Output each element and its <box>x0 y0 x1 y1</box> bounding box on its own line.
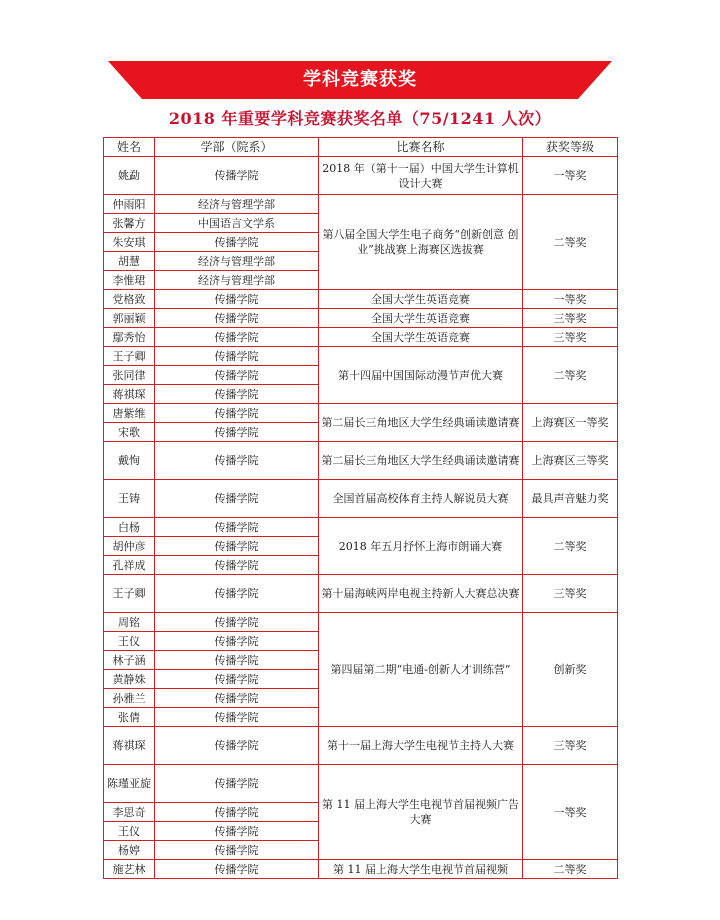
cell-competition: 第四届第二期“电通-创新人才训练营” <box>319 613 523 727</box>
cell-name: 鄢秀怡 <box>104 328 155 347</box>
table-row <box>104 518 618 537</box>
cell-name: 李思奇 <box>104 803 155 822</box>
cell-award: 二等奖 <box>523 518 618 575</box>
cell-name: 杨婷 <box>104 841 155 860</box>
cell-name: 胡慧 <box>104 252 155 271</box>
cell-dept: 传播学院 <box>155 385 319 404</box>
cell-dept: 传播学院 <box>155 366 319 385</box>
cell-name: 王子卿 <box>104 575 155 613</box>
table-row <box>104 347 618 366</box>
cell-name: 黄静姝 <box>104 670 155 689</box>
cell-competition: 第二届长三角地区大学生经典诵读邀请赛 <box>319 404 523 442</box>
cell-name: 张馨方 <box>104 214 155 233</box>
header-competition: 比赛名称 <box>319 138 523 157</box>
cell-dept: 传播学院 <box>155 157 319 195</box>
table-row <box>104 860 618 879</box>
table-row <box>104 765 618 803</box>
cell-competition: 第八届全国大学生电子商务“创新创意 创业”挑战赛上海赛区选拔赛 <box>319 195 523 290</box>
cell-name: 王仪 <box>104 822 155 841</box>
cell-name: 周铭 <box>104 613 155 632</box>
cell-name: 蒋祺琛 <box>104 385 155 404</box>
cell-dept: 经济与管理学部 <box>155 252 319 271</box>
cell-name: 党格致 <box>104 290 155 309</box>
header-dept: 学部（院系） <box>155 138 319 157</box>
cell-dept: 传播学院 <box>155 347 319 366</box>
table-row <box>104 309 618 328</box>
cell-competition: 全国大学生英语竞赛 <box>319 309 523 328</box>
cell-dept: 中国语言文学系 <box>155 214 319 233</box>
table-row <box>104 575 618 613</box>
cell-dept: 传播学院 <box>155 765 319 803</box>
cell-dept: 传播学院 <box>155 442 319 480</box>
cell-name: 戴恂 <box>104 442 155 480</box>
table-row <box>104 727 618 765</box>
cell-dept: 传播学院 <box>155 480 319 518</box>
table-row <box>104 404 618 423</box>
cell-award: 上海赛区一等奖 <box>523 404 618 442</box>
cell-award: 三等奖 <box>523 309 618 328</box>
table-row <box>104 290 618 309</box>
header-award: 获奖等级 <box>523 138 618 157</box>
cell-competition: 第十一届上海大学生电视节主持人大赛 <box>319 727 523 765</box>
cell-competition: 第二届长三角地区大学生经典诵读邀请赛 <box>319 442 523 480</box>
cell-name: 陈瑾亚旋 <box>104 765 155 803</box>
table-row <box>104 480 618 518</box>
cell-dept: 传播学院 <box>155 309 319 328</box>
cell-dept: 传播学院 <box>155 689 319 708</box>
cell-award: 上海赛区三等奖 <box>523 442 618 480</box>
cell-name: 白杨 <box>104 518 155 537</box>
cell-dept: 传播学院 <box>155 328 319 347</box>
cell-award: 一等奖 <box>523 765 618 860</box>
cell-dept: 传播学院 <box>155 632 319 651</box>
cell-competition: 2018 年五月抒怀上海市朗诵大赛 <box>319 518 523 575</box>
cell-dept: 传播学院 <box>155 651 319 670</box>
cell-competition: 全国大学生英语竞赛 <box>319 328 523 347</box>
cell-dept: 传播学院 <box>155 708 319 727</box>
cell-award: 创新奖 <box>523 613 618 727</box>
section-banner <box>108 61 612 99</box>
cell-dept: 经济与管理学部 <box>155 271 319 290</box>
cell-dept: 传播学院 <box>155 822 319 841</box>
cell-dept: 传播学院 <box>155 290 319 309</box>
cell-award: 二等奖 <box>523 347 618 404</box>
cell-name: 李惟珺 <box>104 271 155 290</box>
cell-dept: 传播学院 <box>155 404 319 423</box>
cell-award: 三等奖 <box>523 575 618 613</box>
table-row <box>104 613 618 632</box>
cell-dept: 传播学院 <box>155 860 319 879</box>
cell-competition: 全国首届高校体育主持人解说员大赛 <box>319 480 523 518</box>
cell-name: 郭丽颖 <box>104 309 155 328</box>
table-row <box>104 157 618 195</box>
cell-name: 林子涵 <box>104 651 155 670</box>
cell-award: 一等奖 <box>523 290 618 309</box>
cell-competition: 第十四届中国国际动漫节声优大赛 <box>319 347 523 404</box>
cell-award: 最具声音魅力奖 <box>523 480 618 518</box>
cell-name: 姚勐 <box>104 157 155 195</box>
cell-name: 孔祥成 <box>104 556 155 575</box>
table-row <box>104 442 618 480</box>
cell-name: 王铸 <box>104 480 155 518</box>
cell-name: 胡仲彦 <box>104 537 155 556</box>
cell-dept: 传播学院 <box>155 613 319 632</box>
table-row <box>104 328 618 347</box>
table-row <box>104 195 618 214</box>
cell-award: 二等奖 <box>523 195 618 290</box>
cell-dept: 传播学院 <box>155 233 319 252</box>
cell-name: 孙雅兰 <box>104 689 155 708</box>
cell-name: 张倩 <box>104 708 155 727</box>
cell-competition: 第十届海峡两岸电视主持新人大赛总决赛 <box>319 575 523 613</box>
cell-award: 三等奖 <box>523 727 618 765</box>
cell-name: 蒋祺琛 <box>104 727 155 765</box>
cell-award: 三等奖 <box>523 328 618 347</box>
cell-dept: 传播学院 <box>155 518 319 537</box>
page-subtitle: 2018 年重要学科竞赛获奖名单（75/1241 人次） <box>168 109 552 128</box>
banner-title: 学科竞赛获奖 <box>303 69 417 90</box>
cell-award: 一等奖 <box>523 157 618 195</box>
table-body <box>104 157 618 879</box>
cell-name: 唐紫维 <box>104 404 155 423</box>
cell-dept: 传播学院 <box>155 575 319 613</box>
cell-competition: 第 11 届上海大学生电视节首届视频 <box>319 860 523 879</box>
table-header-row <box>104 138 618 157</box>
cell-award: 二等奖 <box>523 860 618 879</box>
cell-dept: 传播学院 <box>155 670 319 689</box>
cell-dept: 经济与管理学部 <box>155 195 319 214</box>
cell-dept: 传播学院 <box>155 841 319 860</box>
cell-name: 张同律 <box>104 366 155 385</box>
cell-competition: 全国大学生英语竞赛 <box>319 290 523 309</box>
cell-dept: 传播学院 <box>155 556 319 575</box>
cell-name: 仲雨阳 <box>104 195 155 214</box>
cell-name: 王仪 <box>104 632 155 651</box>
cell-name: 王子卿 <box>104 347 155 366</box>
cell-competition: 2018 年（第十一届）中国大学生计算机设计大赛 <box>319 157 523 195</box>
cell-name: 施艺林 <box>104 860 155 879</box>
cell-dept: 传播学院 <box>155 537 319 556</box>
cell-competition: 第 11 届上海大学生电视节首届视频广告大赛 <box>319 765 523 860</box>
awards-table <box>103 137 618 879</box>
cell-name: 宋歌 <box>104 423 155 442</box>
cell-dept: 传播学院 <box>155 423 319 442</box>
cell-name: 朱安琪 <box>104 233 155 252</box>
cell-dept: 传播学院 <box>155 803 319 822</box>
header-name: 姓名 <box>104 138 155 157</box>
cell-dept: 传播学院 <box>155 727 319 765</box>
